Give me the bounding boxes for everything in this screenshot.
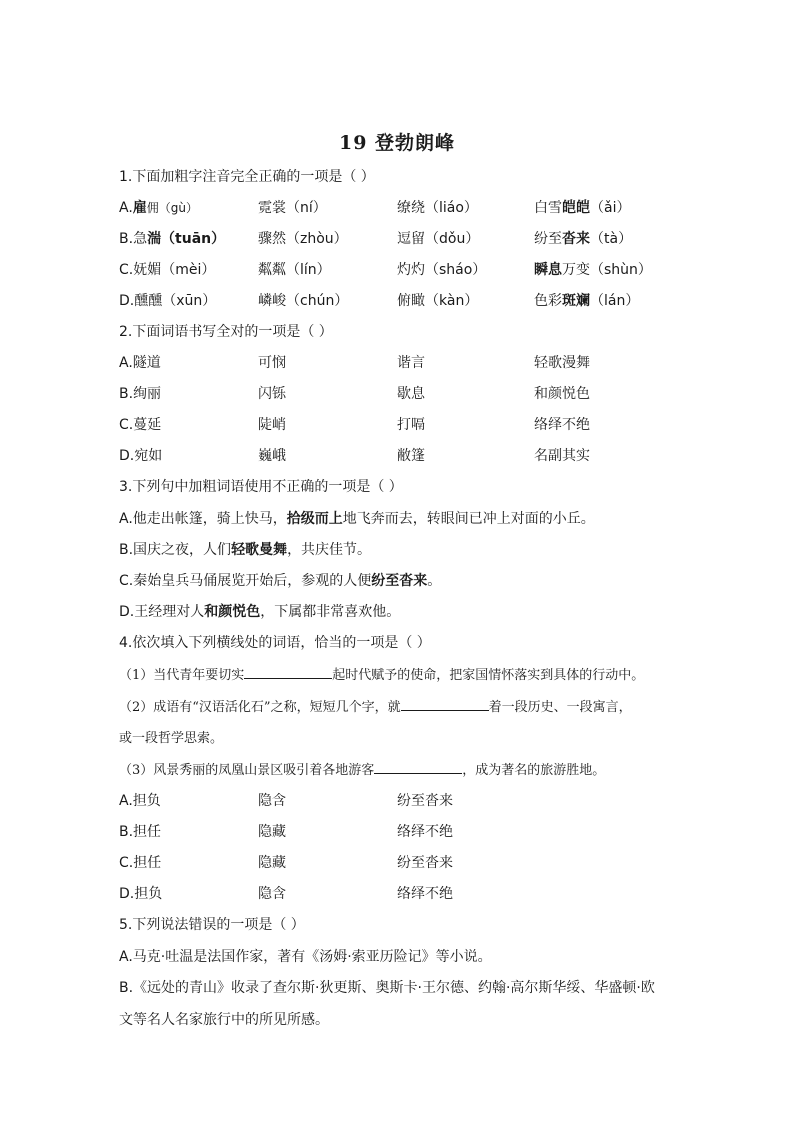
q2-c-col4: 络绎不绝	[534, 417, 590, 433]
q4-d-col1: D.担负	[119, 886, 163, 902]
q1-c-col1: C.妩媚（mèi）	[119, 262, 216, 278]
q2-a-col2: 可悯	[258, 355, 286, 371]
question-4-stem: 4.依次填入下列横线处的词语，恰当的一项是（ ）	[119, 635, 431, 651]
q1-c-col2: 粼粼（lín）	[258, 262, 331, 278]
question-5-stem: 5.下列说法错误的一项是（ ）	[119, 917, 305, 933]
q3-option-d: D.王经理对人和颜悦色，下属都非常喜欢他。	[119, 604, 401, 620]
q2-d-col4: 名副其实	[534, 448, 590, 464]
page-title: 19 登勃朗峰	[338, 132, 456, 154]
q2-a-col3: 谐言	[397, 355, 425, 371]
q1-d-col3: 俯瞰（kàn）	[397, 293, 479, 309]
q2-b-col3: 歇息	[397, 386, 425, 402]
q4-sentence-3: （3）风景秀丽的凤凰山景区吸引着各地游客 ，成为著名的旅游胜地。	[119, 763, 606, 778]
q1-d-col2: 嶙峻（chún）	[258, 293, 349, 309]
q4-a-col3: 纷至沓来	[397, 793, 453, 809]
q4-a-col2: 隐含	[258, 793, 286, 809]
q2-c-col1: C.蔓延	[119, 417, 162, 433]
q3-option-c: C.秦始皇兵马俑展览开始后，参观的人便纷至沓来。	[119, 573, 442, 589]
q3-option-b: B.国庆之夜，人们轻歌曼舞，共庆佳节。	[119, 542, 372, 558]
q1-a-col3: 缭绕（liáo）	[397, 200, 478, 216]
question-2-stem: 2.下面词语书写全对的一项是（ ）	[119, 324, 333, 340]
q4-sentence-2-cont: 或一段哲学思索。	[119, 731, 224, 746]
q1-b-col1: B.急湍（tuān）	[119, 231, 226, 247]
q1-b-col2: 骤然（zhòu）	[258, 231, 348, 247]
q1-c-col4: 瞬息万变（shùn）	[534, 262, 652, 278]
blank-line	[244, 666, 332, 679]
q1-b-col4: 纷至沓来（tà）	[534, 231, 633, 247]
q2-c-col2: 陡峭	[258, 417, 286, 433]
q1-b-col3: 逗留（dǒu）	[397, 231, 480, 247]
q5-option-a: A.马克·吐温是法国作家，著有《汤姆·索亚历险记》等小说。	[119, 949, 492, 965]
q4-b-col3: 络绎不绝	[397, 824, 453, 840]
q4-c-col1: C.担任	[119, 855, 162, 871]
q1-c-col3: 灼灼（sháo）	[397, 262, 487, 278]
q2-b-col1: B.绚丽	[119, 386, 162, 402]
q2-b-col2: 闪铄	[258, 386, 286, 402]
q4-b-col1: B.担任	[119, 824, 162, 840]
q4-a-col1: A.担负	[119, 793, 161, 809]
blank-line	[374, 761, 462, 774]
q4-d-col2: 隐含	[258, 886, 286, 902]
q1-d-col4: 色彩斑斓（lán）	[534, 293, 640, 309]
q1-d-col1: D.醺醺（xūn）	[119, 293, 217, 309]
q2-d-col1: D.宛如	[119, 448, 163, 464]
question-1-stem: 1.下面加粗字注音完全正确的一项是（ ）	[119, 169, 375, 185]
blank-line	[401, 698, 489, 711]
q5-option-b: B.《远处的青山》收录了查尔斯·狄更斯、奥斯卡·王尔德、约翰·高尔斯华绥、华盛顿·欧	[119, 980, 655, 996]
q3-option-a: A.他走出帐篷，骑上快马，拾级而上地飞奔而去，转眼间已冲上对面的小丘。	[119, 511, 595, 527]
q1-a-col1: A.雇佣（gù）	[119, 200, 199, 216]
q2-c-col3: 打嗝	[397, 417, 425, 433]
q2-a-col4: 轻歌漫舞	[534, 355, 590, 371]
q2-d-col2: 巍峨	[258, 448, 286, 464]
question-3-stem: 3.下列句中加粗词语使用不正确的一项是（ ）	[119, 479, 403, 495]
q4-sentence-2: （2）成语有“汉语活化石”之称，短短几个字，就 着一段历史、一段寓言，	[119, 700, 632, 715]
q4-c-col3: 纷至沓来	[397, 855, 453, 871]
q4-d-col3: 络绎不绝	[397, 886, 453, 902]
q4-c-col2: 隐藏	[258, 855, 286, 871]
q2-a-col1: A.隧道	[119, 355, 161, 371]
q1-a-col2: 霓裳（ní）	[258, 200, 327, 216]
q2-b-col4: 和颜悦色	[534, 386, 590, 402]
q4-sentence-1: （1）当代青年要切实 起时代赋予的使命，把家国情怀落实到具体的行动中。	[119, 668, 645, 683]
q4-b-col2: 隐藏	[258, 824, 286, 840]
q2-d-col3: 敝篷	[397, 448, 425, 464]
q5-option-b-cont: 文等名人名家旅行中的所见所感。	[119, 1012, 329, 1028]
q1-a-col4: 白雪皑皑（ǎi）	[534, 200, 631, 216]
